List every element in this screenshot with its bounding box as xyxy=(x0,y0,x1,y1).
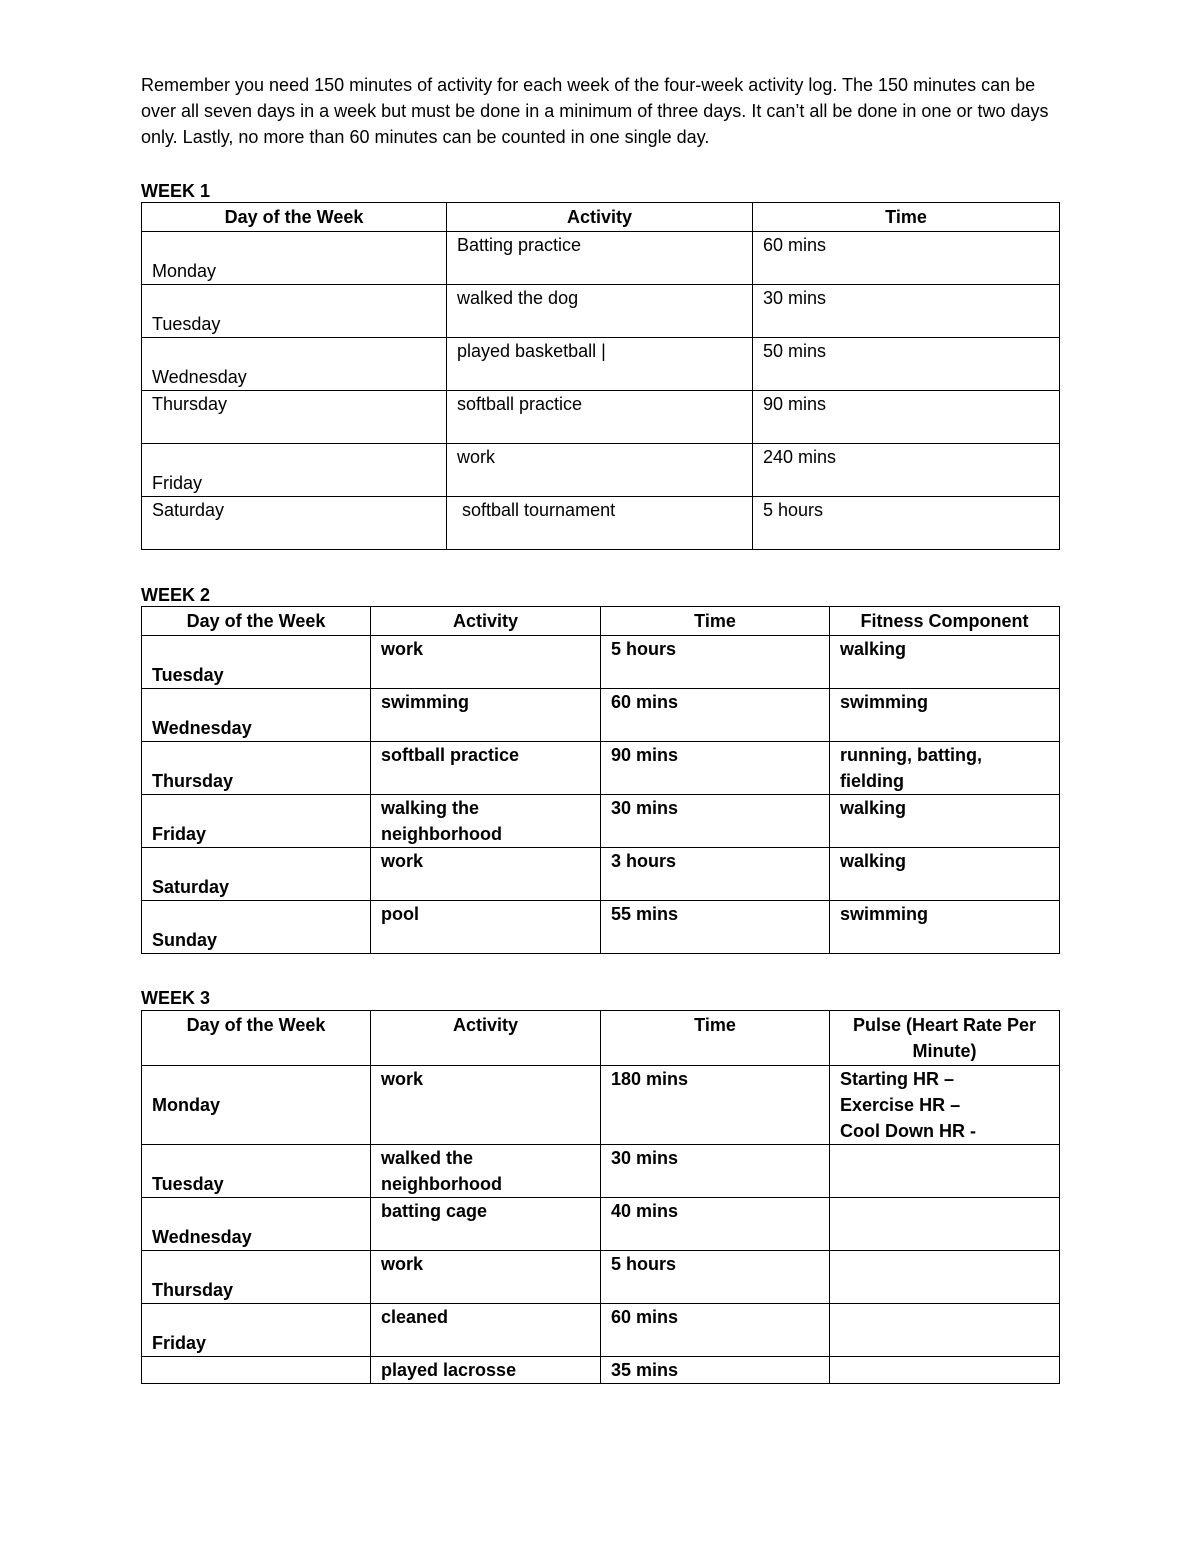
time-cell: 5 hours xyxy=(753,497,1060,550)
table-row xyxy=(142,1251,1060,1304)
activity-cell: walking the neighborhood xyxy=(371,795,601,848)
time-cell: 60 mins xyxy=(601,1304,830,1357)
table-row xyxy=(142,795,1060,848)
table-header-row xyxy=(142,607,1060,636)
activity-cell: walked the dog xyxy=(447,285,753,338)
day-cell: Saturday xyxy=(142,848,371,901)
table-header-row xyxy=(142,203,1060,232)
day-cell: Monday xyxy=(142,232,447,285)
table-row xyxy=(142,1145,1060,1198)
header-time: Time xyxy=(601,1011,830,1066)
day-cell: Saturday xyxy=(142,497,447,550)
pulse-cell xyxy=(830,1145,1060,1198)
header-fitness-component: Fitness Component xyxy=(830,607,1060,636)
week1-heading: WEEK 1 xyxy=(141,181,211,201)
time-cell: 50 mins xyxy=(753,338,1060,391)
activity-cell: work xyxy=(371,1251,601,1304)
table-row xyxy=(142,636,1060,689)
day-cell: Wednesday xyxy=(142,689,371,742)
activity-cell: work xyxy=(371,636,601,689)
day-cell: Tuesday xyxy=(142,285,447,338)
table-row xyxy=(142,1304,1060,1357)
table-row xyxy=(142,338,1060,391)
time-cell: 40 mins xyxy=(601,1198,830,1251)
day-cell: Sunday xyxy=(142,901,371,954)
week3-heading: WEEK 3 xyxy=(141,988,211,1008)
table-row xyxy=(142,1357,1060,1384)
day-cell: Friday xyxy=(142,795,371,848)
pulse-cell xyxy=(830,1198,1060,1251)
time-cell: 60 mins xyxy=(753,232,1060,285)
time-cell: 55 mins xyxy=(601,901,830,954)
table-row xyxy=(142,742,1060,795)
day-cell: Wednesday xyxy=(142,1198,371,1251)
activity-cell: walked the neighborhood xyxy=(371,1145,601,1198)
day-cell: Tuesday xyxy=(142,1145,371,1198)
time-cell: 30 mins xyxy=(601,795,830,848)
table-header-row xyxy=(142,1011,1060,1066)
day-cell: Thursday xyxy=(142,1251,371,1304)
day-cell: Thursday xyxy=(142,391,447,444)
activity-cell: swimming xyxy=(371,689,601,742)
cool-down-hr-label: Cool Down HR - xyxy=(840,1121,976,1141)
starting-hr-label: Starting HR – xyxy=(840,1069,955,1089)
pulse-cell xyxy=(830,1066,1060,1145)
header-activity: Activity xyxy=(447,203,753,232)
activity-cell: work xyxy=(371,1066,601,1145)
header-time: Time xyxy=(601,607,830,636)
week2-table xyxy=(141,606,1060,954)
table-row xyxy=(142,497,1060,550)
activity-cell: Batting practice xyxy=(447,232,753,285)
header-day: Day of the Week xyxy=(142,203,447,232)
day-cell: Wednesday xyxy=(142,338,447,391)
exercise-hr-label: Exercise HR – xyxy=(840,1095,961,1115)
header-activity: Activity xyxy=(371,607,601,636)
table-row xyxy=(142,901,1060,954)
table-row xyxy=(142,848,1060,901)
component-cell: running, batting, fielding xyxy=(830,742,1060,795)
activity-cell: pool xyxy=(371,901,601,954)
day-cell: Tuesday xyxy=(142,636,371,689)
time-cell: 5 hours xyxy=(601,1251,830,1304)
pulse-cell xyxy=(830,1251,1060,1304)
time-cell: 5 hours xyxy=(601,636,830,689)
activity-cell: softball tournament xyxy=(447,497,753,550)
time-cell: 90 mins xyxy=(753,391,1060,444)
day-cell: Monday xyxy=(142,1066,371,1145)
activity-cell: cleaned xyxy=(371,1304,601,1357)
time-cell: 30 mins xyxy=(601,1145,830,1198)
table-row xyxy=(142,391,1060,444)
component-cell: swimming xyxy=(830,901,1060,954)
header-day: Day of the Week xyxy=(142,1011,371,1066)
activity-cell: work xyxy=(447,444,753,497)
activity-cell: batting cage xyxy=(371,1198,601,1251)
activity-cell: played lacrosse xyxy=(371,1357,601,1384)
week2-heading: WEEK 2 xyxy=(141,585,211,605)
time-cell: 3 hours xyxy=(601,848,830,901)
activity-cell: played basketball | xyxy=(447,338,753,391)
header-activity: Activity xyxy=(371,1011,601,1066)
table-row xyxy=(142,285,1060,338)
time-cell: 35 mins xyxy=(601,1357,830,1384)
time-cell: 240 mins xyxy=(753,444,1060,497)
time-cell: 90 mins xyxy=(601,742,830,795)
week1-table xyxy=(141,202,1060,550)
week3-table xyxy=(141,1010,1060,1384)
instructions-paragraph: Remember you need 150 minutes of activity for each week of the four-week activity log. The 150 minutes can be over all seven days in a week but must be done in a minimum of three days. It can’t all be done in one or two days only. Lastly, no more than 60 minutes can be counted in one single day. xyxy=(141,75,1049,147)
activity-cell: softball practice xyxy=(371,742,601,795)
table-row xyxy=(142,1066,1060,1145)
component-cell: walking xyxy=(830,636,1060,689)
time-cell: 30 mins xyxy=(753,285,1060,338)
component-cell: walking xyxy=(830,795,1060,848)
day-cell: Friday xyxy=(142,1304,371,1357)
header-pulse: Pulse (Heart Rate Per Minute) xyxy=(830,1011,1060,1066)
activity-cell: work xyxy=(371,848,601,901)
component-cell: swimming xyxy=(830,689,1060,742)
time-cell: 180 mins xyxy=(601,1066,830,1145)
activity-cell: softball practice xyxy=(447,391,753,444)
table-row xyxy=(142,1198,1060,1251)
header-time: Time xyxy=(753,203,1060,232)
time-cell: 60 mins xyxy=(601,689,830,742)
table-row xyxy=(142,444,1060,497)
pulse-cell xyxy=(830,1357,1060,1384)
component-cell: walking xyxy=(830,848,1060,901)
day-cell xyxy=(142,1357,371,1384)
table-row xyxy=(142,232,1060,285)
pulse-cell xyxy=(830,1304,1060,1357)
table-row xyxy=(142,689,1060,742)
day-cell: Friday xyxy=(142,444,447,497)
day-cell: Thursday xyxy=(142,742,371,795)
header-day: Day of the Week xyxy=(142,607,371,636)
